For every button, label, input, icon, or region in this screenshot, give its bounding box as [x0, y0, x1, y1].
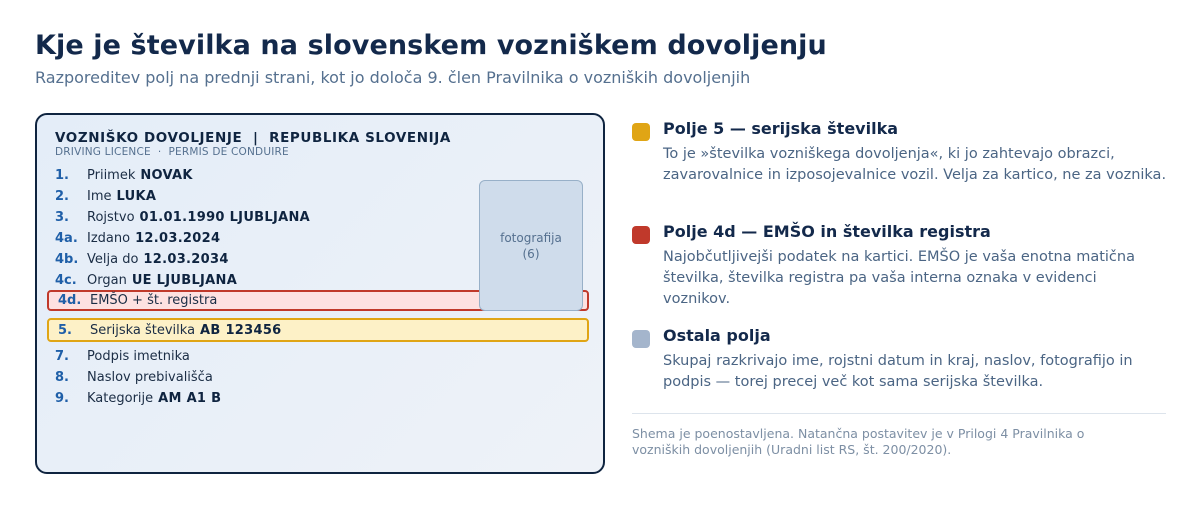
field-label: Ime — [87, 188, 112, 204]
field-row-5-highlight — [47, 318, 589, 342]
legend-title: Polje 5 — serijska številka — [663, 119, 899, 138]
field-value: 01.01.1990 LJUBLJANA — [139, 209, 311, 225]
field-value: NOVAK — [140, 167, 193, 183]
legend-item-field-5 — [632, 119, 1167, 186]
field-row-4b — [55, 249, 229, 269]
legend-text: Skupaj razkrivajo ime, rojstni datum in kraj, naslov, fotografijo in podpis — torej precej več kot sama serijska številka. — [663, 353, 1133, 390]
field-number: 2. — [55, 188, 69, 204]
field-number: 4c. — [55, 272, 77, 288]
field-row-4c — [55, 270, 237, 290]
field-label: Izdano — [87, 230, 131, 246]
field-value: LUKA — [116, 188, 157, 204]
field-row-3 — [55, 207, 310, 227]
field-value: AM A1 B — [158, 390, 222, 406]
field-number: 7. — [55, 348, 69, 364]
field-label: Organ — [87, 272, 127, 288]
page-title: Kje je številka na slovenskem vozniškem dovoljenju — [35, 30, 827, 61]
divider — [632, 413, 1166, 414]
photo-field-number: (6) — [522, 246, 540, 261]
field-value: AB 123456 — [200, 322, 282, 338]
page-subtitle: Razporeditev polj na prednji strani, kot jo določa 9. člen Pravilnika o vozniških dovoljenjih — [35, 68, 751, 87]
licence-card — [35, 113, 605, 474]
legend-title: Ostala polja — [663, 326, 771, 345]
footnote: Shema je poenostavljena. Natančna postavitev je v Prilogi 4 Pravilnika o vozniških dovoljenjih (Uradni list RS, št. 200/2020). — [632, 426, 1085, 457]
field-number: 4a. — [55, 230, 78, 246]
legend-text: To je »številka vozniškega dovoljenja«, ki jo zahtevajo obrazci, zavarovalnice in izposojevalnice vozil. Velja za kartico, ne za voznika. — [663, 146, 1167, 183]
field-value: UE LJUBLJANA — [131, 272, 238, 288]
field-label: Rojstvo — [87, 209, 135, 225]
field-label: Velja do — [87, 251, 139, 267]
field-row-1 — [55, 165, 193, 185]
legend-swatch — [632, 226, 650, 244]
field-row-9 — [55, 388, 221, 408]
field-label: Naslov prebivališča — [87, 369, 213, 385]
field-row-8 — [55, 367, 213, 387]
field-row-4a — [55, 228, 220, 248]
field-label: Priimek — [87, 167, 136, 183]
field-number: 4d. — [58, 293, 82, 308]
legend-title: Polje 4d — EMŠO in številka registra — [663, 222, 991, 241]
field-number: 9. — [55, 390, 69, 406]
legend-item-other-fields — [632, 326, 1167, 393]
field-value: 12.03.2024 — [135, 230, 221, 246]
photo-placeholder — [479, 180, 583, 311]
card-heading: VOZNIŠKO DOVOLJENJE | REPUBLIKA SLOVENIJA — [55, 130, 451, 146]
field-label: Kategorije — [87, 390, 154, 406]
legend-text: Najobčutljivejši podatek na kartici. EMŠO je vaša enotna matična številka, številka registra pa vaša interna oznaka v evidenci voznikov. — [663, 249, 1135, 307]
field-number: 5. — [58, 322, 72, 338]
legend-swatch — [632, 330, 650, 348]
photo-label: fotografija — [500, 230, 562, 245]
field-row-2 — [55, 186, 156, 206]
field-number: 4b. — [55, 251, 79, 267]
field-number: 8. — [55, 369, 69, 385]
field-label: Podpis imetnika — [87, 348, 190, 364]
field-label: Serijska številka — [90, 322, 196, 338]
field-number: 3. — [55, 209, 69, 225]
legend-swatch — [632, 123, 650, 141]
legend-item-field-4d — [632, 222, 1167, 310]
field-row-7 — [55, 346, 190, 366]
field-value: 12.03.2034 — [143, 251, 229, 267]
card-subheading: DRIVING LICENCE · PERMIS DE CONDUIRE — [55, 146, 289, 158]
field-label: EMŠO + št. registra — [90, 293, 218, 308]
field-number: 1. — [55, 167, 69, 183]
